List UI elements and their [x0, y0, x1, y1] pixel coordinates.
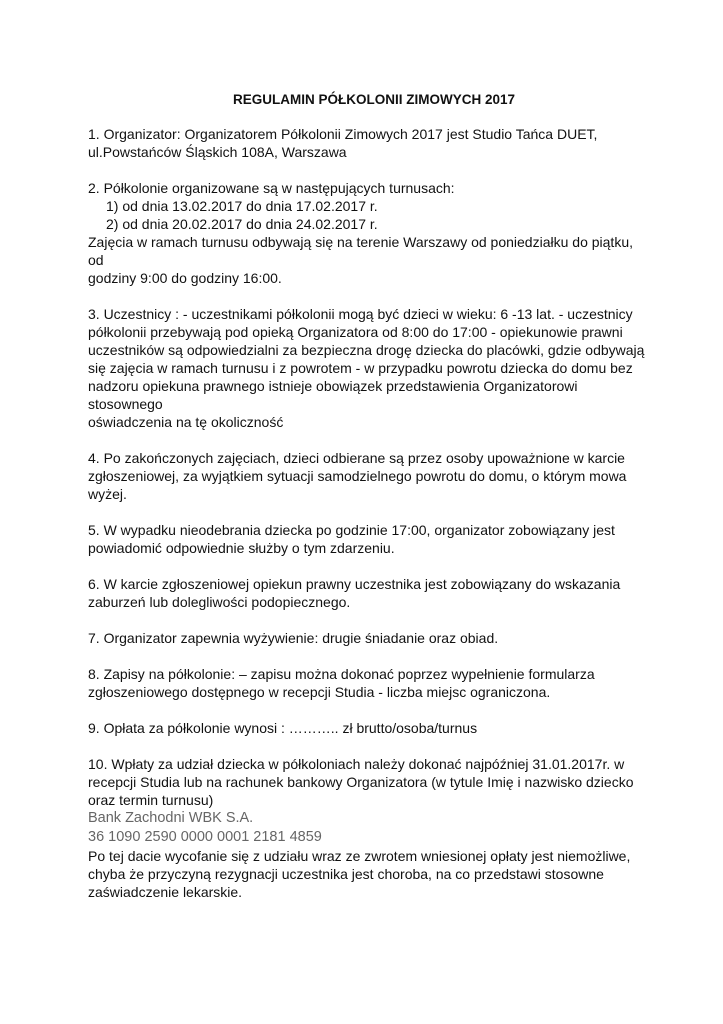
- section-3-line-6: oświadczenia na tę okoliczność: [88, 414, 284, 430]
- section-10-line-5: chyba że przyczyną rezygnacji uczestnika jest choroba, na co przedstawi stosowne: [88, 866, 604, 882]
- section-3-participants: [88, 305, 648, 431]
- section-2-line-1: 2. Półkolonie organizowane są w następujących turnusach:: [88, 180, 455, 196]
- section-7-meals: [88, 629, 648, 647]
- section-1-line-2: ul.Powstańców Śląskich 108A, Warszawa: [88, 144, 347, 160]
- section-4-line-1: 4. Po zakończonych zajęciach, dzieci odbierane są przez osoby upoważnione w karcie: [88, 450, 625, 466]
- section-3-line-2: półkolonii przebywają pod opieką Organizatora od 8:00 do 17:00 - opiekunowie prawni: [88, 324, 623, 340]
- section-1-line-1: 1. Organizator: Organizatorem Półkolonii Zimowych 2017 jest Studio Tańca DUET,: [88, 126, 598, 142]
- section-6-line-2: zaburzeń lub dolegliwości podopiecznego.: [88, 594, 351, 610]
- section-8-line-2: zgłoszeniowego dostępnego w recepcji Studia - liczba miejsc ograniczona.: [88, 684, 551, 700]
- section-10-payments: [88, 755, 648, 901]
- section-3-line-5: nadzoru opiekuna prawnego istnieje obowiązek przedstawienia Organizatorowi stosownego: [88, 378, 578, 412]
- bank-account-number: 36 1090 2590 0000 0001 2181 4859: [88, 829, 322, 845]
- section-8-line-1: 8. Zapisy na półkolonie: – zapisu można dokonać poprzez wypełnienie formularza: [88, 666, 595, 682]
- section-7-line-1: 7. Organizator zapewnia wyżywienie: drugie śniadanie oraz obiad.: [88, 630, 499, 646]
- section-3-line-4: się zajęcia w ramach turnusu i z powrotem - w przypadku powrotu dziecka do domu bez: [88, 360, 633, 376]
- section-2-turnusy: [88, 179, 648, 287]
- section-5-line-2: powiadomić odpowiednie służby o tym zdarzeniu.: [88, 540, 395, 556]
- section-9-line-1: 9. Opłata za półkolonie wynosi : ……….. zł brutto/osoba/turnus: [88, 720, 478, 736]
- section-10-line-4: Po tej dacie wycofanie się z udziału wraz ze zwrotem wniesionej opłaty jest niemożliwe,: [88, 848, 631, 864]
- section-2-line-2: Zajęcia w ramach turnusu odbywają się na terenie Warszawy od poniedziałku do piątku, od: [88, 234, 633, 268]
- section-6-line-1: 6. W karcie zgłoszeniowej opiekun prawny uczestnika jest zobowiązany do wskazania: [88, 576, 621, 592]
- section-9-fee: [88, 719, 648, 737]
- section-2-turnus-2: 2) od dnia 20.02.2017 do dnia 24.02.2017 r.: [106, 216, 378, 232]
- section-1-organizer: [88, 125, 648, 161]
- section-5-not-collected: [88, 521, 648, 557]
- section-3-line-3: uczestników są odpowiedzialni za bezpieczna drogę dziecka do placówki, gdzie odbywają: [88, 342, 645, 358]
- section-8-registration: [88, 665, 648, 701]
- section-6-health: [88, 575, 648, 611]
- section-2-line-3: godziny 9:00 do godziny 16:00.: [88, 270, 282, 286]
- section-2-turnus-1: 1) od dnia 13.02.2017 do dnia 17.02.2017 r.: [106, 198, 378, 214]
- document-body: [88, 91, 648, 919]
- section-3-line-1: 3. Uczestnicy : - uczestnikami półkolonii mogą być dzieci w wieku: 6 -13 lat. - uczestnicy: [88, 306, 633, 322]
- document-title: REGULAMIN PÓŁKOLONII ZIMOWYCH 2017: [232, 92, 516, 107]
- section-4-line-2: zgłoszeniowej, za wyjątkiem sytuacji samodzielnego powrotu do domu, o którym mowa: [88, 468, 627, 484]
- bank-name: Bank Zachodni WBK S.A.: [88, 810, 254, 826]
- section-4-pickup: [88, 449, 648, 503]
- section-10-line-1: 10. Wpłaty za udział dziecka w półkoloniach należy dokonać najpóźniej 31.01.2017r. w: [88, 756, 625, 772]
- section-4-line-3: wyżej.: [88, 486, 127, 502]
- section-5-line-1: 5. W wypadku nieodebrania dziecka po godzinie 17:00, organizator zobowiązany jest: [88, 522, 615, 538]
- section-10-line-6: zaświadczenie lekarskie.: [88, 884, 243, 900]
- section-10-line-3: oraz termin turnusu): [88, 792, 214, 808]
- section-10-line-2: recepcji Studia lub na rachunek bankowy Organizatora (w tytule Imię i nazwisko dziecko: [88, 774, 634, 790]
